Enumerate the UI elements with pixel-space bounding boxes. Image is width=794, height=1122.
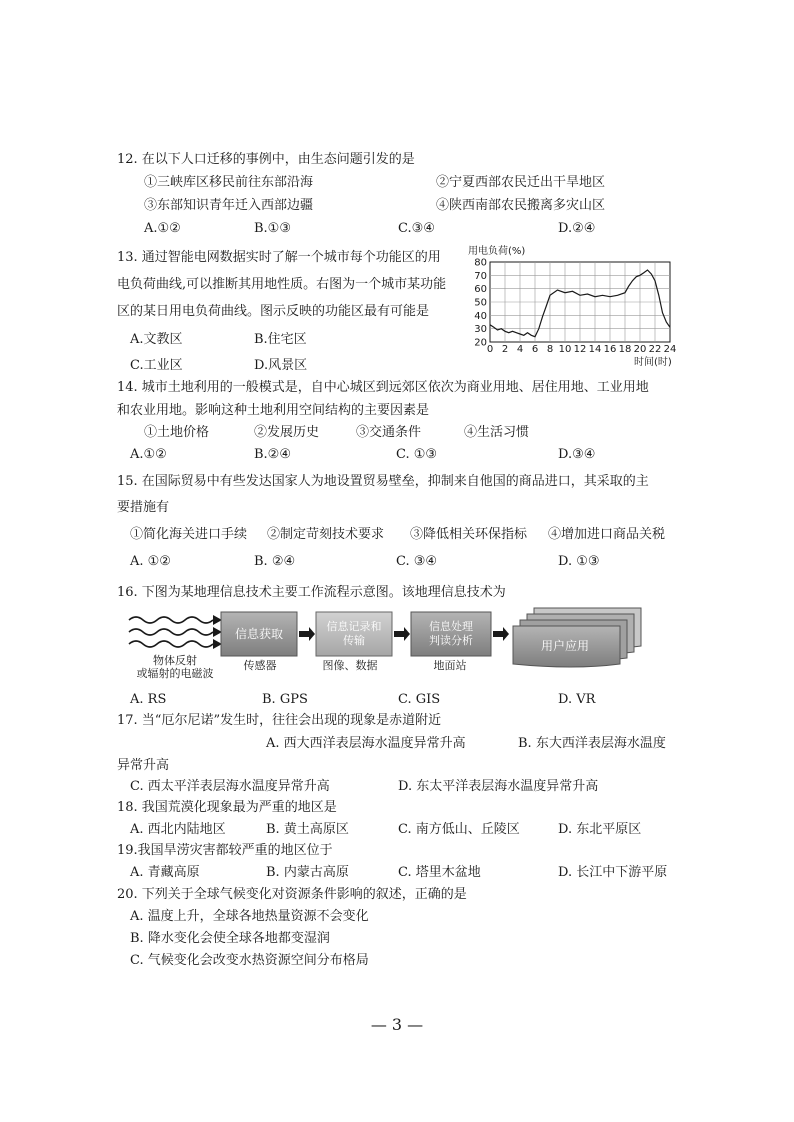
chart-xtick-label: 2 — [501, 344, 509, 355]
chart-xtick-label: 18 — [618, 344, 632, 355]
q19-option-d: D. 长江中下游平原 — [558, 865, 668, 880]
info-processing-text-1: 信息处理 — [429, 620, 473, 633]
q17-option-c: C. 西太平洋表层海水温度异常升高 — [130, 779, 330, 794]
q20-stem: 20. 下列关于全球气候变化对资源条件影响的叙述，正确的是 — [117, 887, 467, 902]
q20-option-c: C. 气候变化会改变水热资源空间分布格局 — [130, 953, 369, 968]
info-record-text-1: 信息记录和 — [326, 620, 382, 633]
q12-stem: 12. 在以下人口迁移的事例中，由生态问题引发的是 — [117, 152, 415, 167]
q15-item-2: ②制定苛刻技术要求 — [267, 527, 385, 542]
q14-option-c: C. ①③ — [396, 447, 438, 462]
q17-option-b-wrap: 异常升高 — [117, 758, 170, 773]
load-curve-chart — [462, 240, 692, 368]
chart-ytick-label: 50 — [474, 297, 487, 309]
q19-option-b: B. 内蒙古高原 — [266, 865, 349, 880]
q14-item-4: ④生活习惯 — [464, 425, 530, 440]
q13-option-c: C.工业区 — [130, 358, 183, 373]
q19-option-c: C. 塔里木盆地 — [398, 865, 481, 880]
q13-stem-line-3: 区的某日用电负荷曲线。图示反映的功能区最有可能是 — [117, 304, 430, 319]
q20-option-b: B. 降水变化会使全球各地都变湿润 — [130, 931, 330, 946]
chart-xtick-label: 20 — [633, 344, 647, 355]
q20-option-a: A. 温度上升，全球各地热量资源不会变化 — [130, 909, 369, 924]
q17-option-b: B. 东大西洋表层海水温度 — [518, 736, 666, 751]
q13-option-b: B.住宅区 — [254, 332, 307, 347]
arrow-icon — [394, 627, 410, 641]
q19-stem: 19.我国旱涝灾害都较严重的地区位于 — [117, 843, 333, 858]
q12-item-3: ③东部知识青年迁入西部边疆 — [144, 198, 314, 213]
q15-stem-line-2: 要措施有 — [117, 500, 170, 515]
q13-option-d: D.风景区 — [254, 358, 308, 373]
q14-option-d: D.③④ — [558, 447, 596, 462]
info-record-text-2: 传输 — [343, 634, 365, 647]
chart-xtick-label: 14 — [588, 344, 602, 355]
chart-xtick-label: 0 — [486, 344, 494, 355]
user-application-text: 用户应用 — [540, 639, 590, 653]
chart-xtick-label: 4 — [516, 344, 524, 355]
q17-option-a: A. 西大西洋表层海水温度异常升高 — [266, 736, 466, 751]
arrow-icon — [299, 627, 315, 641]
info-processing-text-2: 判读分析 — [429, 634, 473, 647]
chart-ytick-label: 80 — [474, 257, 487, 269]
user-application-stack-icon — [513, 608, 641, 667]
chart-xtick-label: 24 — [663, 344, 677, 355]
chart-ytick-label: 40 — [474, 310, 487, 322]
q16-option-c: C. GIS — [398, 692, 441, 707]
q12-item-1: ①三峡库区移民前往东部沿海 — [144, 175, 314, 190]
q15-option-a: A. ①② — [130, 554, 171, 569]
q17-stem: 17. 当“厄尔尼诺”发生时，往往会出现的现象是赤道附近 — [117, 713, 442, 728]
q14-item-2: ②发展历史 — [254, 425, 320, 440]
image-data-label: 图像、数据 — [322, 659, 378, 672]
q14-item-1: ①土地价格 — [144, 425, 210, 440]
electromagnetic-wave-icon — [129, 617, 213, 647]
ground-station-label: 地面站 — [433, 659, 467, 672]
q14-item-3: ③交通条件 — [356, 425, 422, 440]
q15-item-4: ④增加进口商品关税 — [548, 527, 666, 542]
wave-label-1: 物体反射 — [153, 654, 197, 667]
chart-xtick-label: 10 — [558, 344, 572, 355]
q15-item-3: ③降低相关环保指标 — [410, 527, 528, 542]
info-acquisition-text: 信息获取 — [234, 627, 284, 641]
chart-xlabel: 时间(时) — [634, 357, 672, 368]
q13-stem-line-1: 13. 通过智能电网数据实时了解一个城市每个功能区的用 — [117, 250, 441, 265]
q15-item-1: ①简化海关进口手续 — [130, 527, 248, 542]
q15-stem-line-1: 15. 在国际贸易中有些发达国家人为地设置贸易壁垒，抑制来自他国的商品进口，其采取的主 — [117, 474, 649, 489]
q12-option-b: B.①③ — [254, 221, 291, 236]
q12-option-c: C.③④ — [398, 221, 435, 236]
q12-item-4: ④陕西南部农民搬离多灾山区 — [436, 198, 606, 213]
arrow-icon — [493, 627, 509, 641]
q13-stem-line-2: 电负荷曲线,可以推断其用地性质。右图为一个城市某功能 — [117, 277, 447, 292]
q18-option-a: A. 西北内陆地区 — [130, 822, 226, 837]
chart-xtick-label: 22 — [648, 344, 662, 355]
chart-xtick-label: 16 — [603, 344, 617, 355]
chart-xtick-label: 12 — [573, 344, 587, 355]
sensor-label: 传感器 — [243, 659, 277, 672]
q16-stem: 16. 下图为某地理信息技术主要工作流程示意图。该地理信息技术为 — [117, 585, 506, 600]
q19-option-a: A. 青藏高原 — [130, 865, 200, 880]
q12-option-a: A.①② — [144, 221, 181, 236]
chart-xtick-label: 6 — [531, 344, 539, 355]
chart-ylabel: 用电负荷(%) — [468, 246, 526, 257]
q16-option-d: D. VR — [558, 692, 596, 707]
q18-option-c: C. 南方低山、丘陵区 — [398, 822, 520, 837]
chart-xtick-label: 8 — [546, 344, 554, 355]
q14-stem-line-2: 和农业用地。影响这种土地利用空间结构的主要因素是 — [117, 403, 430, 418]
q18-option-d: D. 东北平原区 — [558, 822, 642, 837]
chart-ytick-label: 70 — [474, 270, 487, 282]
q15-option-c: C. ③④ — [396, 554, 438, 569]
q18-option-b: B. 黄土高原区 — [266, 822, 349, 837]
wave-label-2: 或辐射的电磁波 — [136, 667, 214, 680]
q12-item-2: ②宁夏西部农民迁出干旱地区 — [436, 175, 606, 190]
chart-ytick-label: 60 — [474, 284, 487, 296]
q16-option-a: A. RS — [130, 692, 167, 707]
q15-option-d: D. ①③ — [558, 554, 600, 569]
q17-option-d: D. 东太平洋表层海水温度异常升高 — [398, 779, 599, 794]
chart-ytick-label: 20 — [474, 337, 487, 349]
q18-stem: 18. 我国荒漠化现象最为严重的地区是 — [117, 800, 337, 815]
q14-option-b: B.②④ — [254, 447, 291, 462]
chart-ytick-label: 30 — [474, 324, 487, 336]
page-number: — 3 — — [370, 1015, 424, 1034]
q14-stem-line-1: 14. 城市土地利用的一般模式是，自中心城区到远郊区依次为商业用地、居住用地、工业用地 — [117, 380, 649, 395]
q14-option-a: A.①② — [130, 447, 167, 462]
q12-option-d: D.②④ — [558, 221, 596, 236]
q16-option-b: B. GPS — [262, 692, 308, 707]
q13-option-a: A.文教区 — [130, 332, 183, 347]
q15-option-b: B. ②④ — [254, 554, 296, 569]
